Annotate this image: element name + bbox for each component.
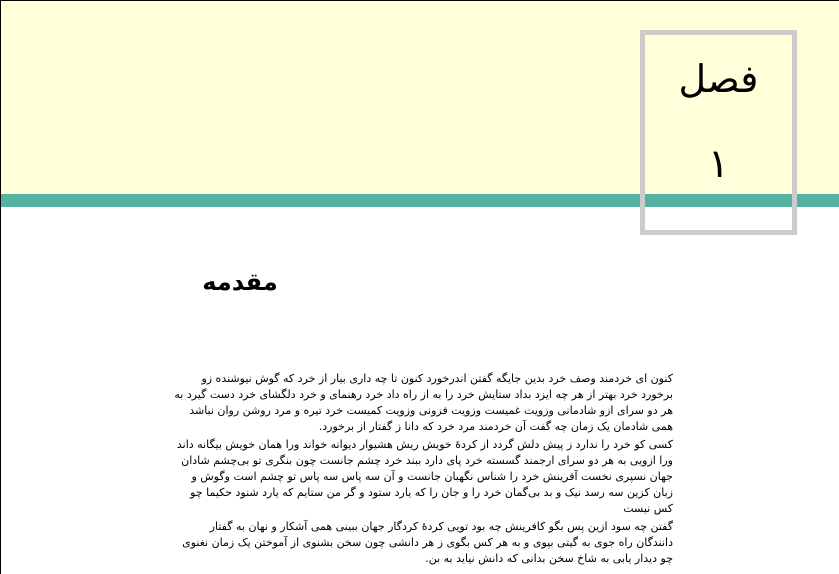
paragraph: کسی کو خرد را ندارد ز پیش دلش گردد از کردهٔ خویش ریش هشیوار دیوانه خواند ورا همان خویش بیگانه داند ورا ازویی به هر دو سرای ارجمند گسسته خرد پای دارد ببند خرد چشم جانست چون بنگری تو بی‌چشم شادان جهان نسپری نخست آفرینش خرد را شناس نگهبان جانست و آن سه پاس سه پاس تو چشم است وگوش و زبان کزین سه رسد نیک و بد بی‌گمان خرد را و جان را که یارد ستود و گر من ستایم که یارد شنود حکیما چو کس نیست (176, 438, 673, 515)
chapter-box (640, 30, 797, 235)
chapter-label: فصل (678, 57, 759, 101)
paragraph: کنون ای خردمند وصف خرد بدین جایگه گفتن اندرخورد کنون تا چه داری بیار از خرد که گوش نیوشنده زو برخورد خرد بهتر از هر چه ایزد بداد ستایش خرد را به از راه داد خرد رهنمای و خرد دلگشای خرد دست گیرد به هر دو سرای ازو شادمانی وزویت غمیست وزویت فزونی وزویت کمیست خرد تیره و مرد روشن روان نباشد همی شادمان یک زمان چه گفت آن خردمند مرد خرد که دانا ز گفتار از برخورد. (174, 372, 673, 433)
chapter-box-divider (645, 194, 792, 207)
chapter-number: ۱ (707, 141, 730, 187)
section-title: مقدمه (202, 268, 278, 296)
paragraph: گفتن چه سود ازین پس بگو کافرینش چه بود تویی کردهٔ کردگار جهان ببینی همی آشکار و نهان به گفتار دانندگان راه جوی به گیتی بپوی و به هر کس بگوی ز هر دانشی چون سخن بشنوی از آموختن یک زمان نغنوی چو دیدار یابی به شاخ سخن بدانی که دانش نیاید به بن. (182, 520, 673, 565)
body-text (170, 371, 673, 569)
chapter-box-lower (645, 207, 792, 230)
